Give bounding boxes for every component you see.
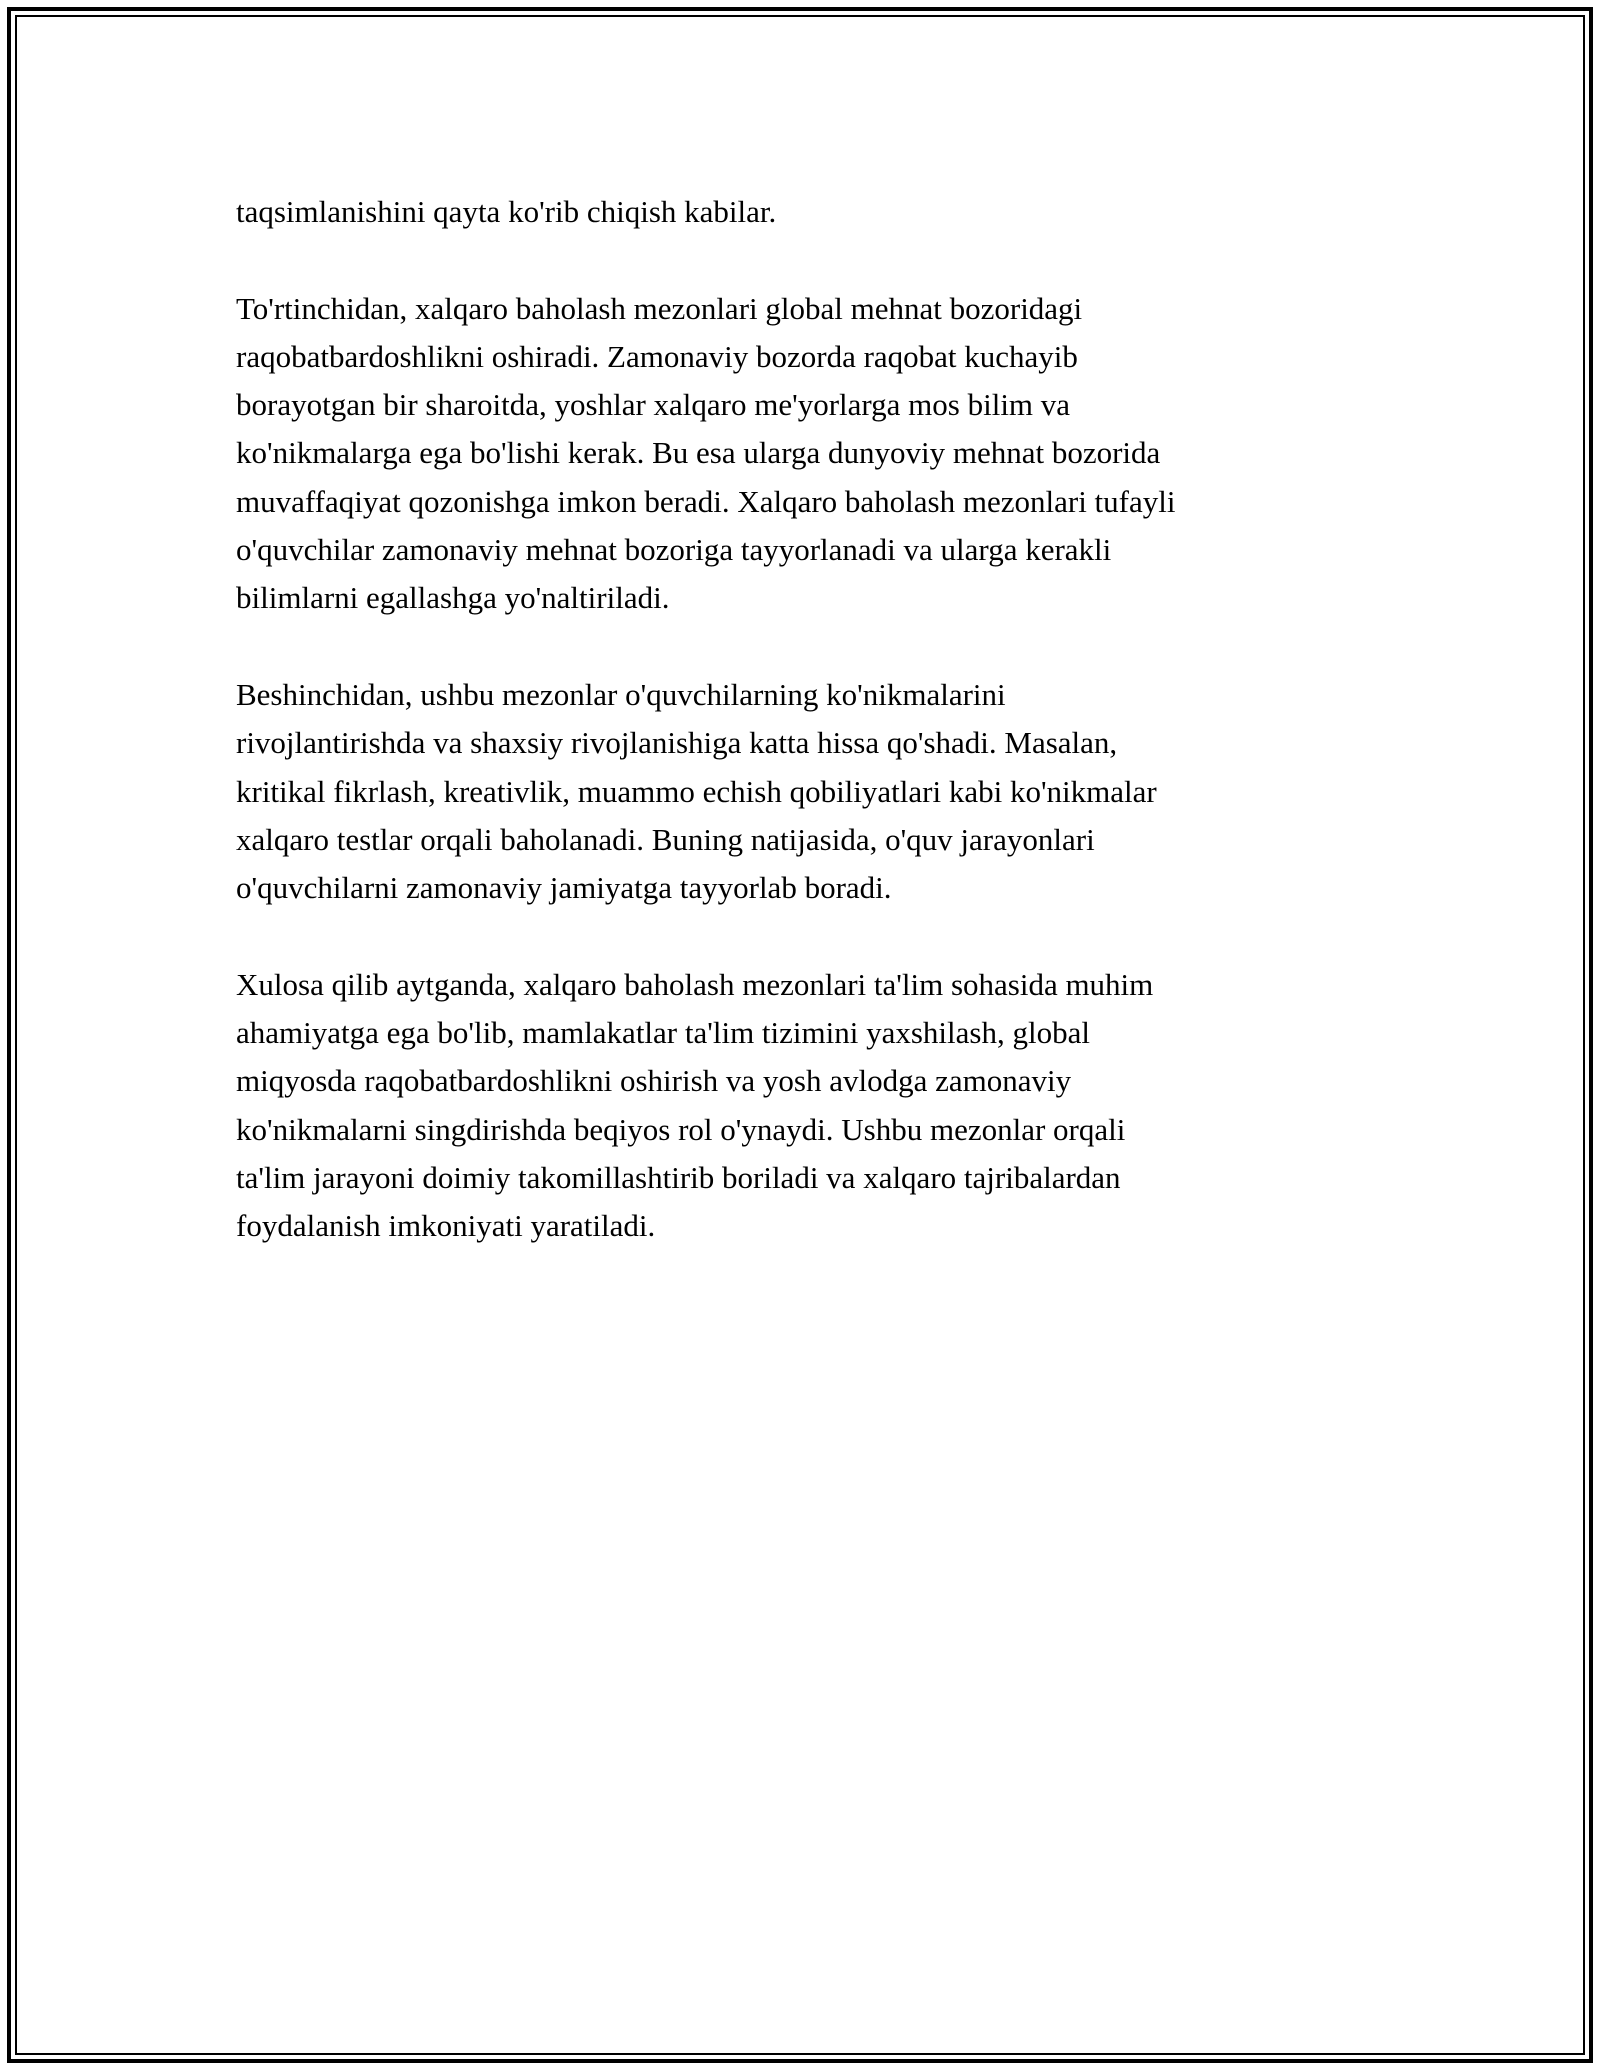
text-line: bilimlarni egallashga yo'naltiriladi. (236, 580, 670, 616)
text-line: ahamiyatga ega bo'lib, mamlakatlar ta'lim tizimini yaxshilash, global (236, 1015, 1090, 1051)
text-line: muvaffaqiyat qozonishga imkon beradi. Xalqaro baholash mezonlari tufayli (236, 483, 1176, 519)
text-line: taqsimlanishini qayta ko'rib chiqish kabilar. (236, 194, 777, 229)
text-line: raqobatbardoshlikni oshiradi. Zamonaviy bozorda raqobat kuchayib (236, 338, 1078, 374)
text-line: o'quvchilarni zamonaviy jamiyatga tayyorlab boradi. (236, 870, 892, 906)
text-line: xalqaro testlar orqali baholanadi. Buning natijasida, o'quv jarayonlari (236, 821, 1095, 857)
text-line: kritikal fikrlash, kreativlik, muammo echish qobiliyatlari kabi ko'nikmalar (236, 773, 1157, 809)
document-body (236, 188, 1366, 1299)
text-line: borayotgan bir sharoitda, yoshlar xalqaro me'yorlarga mos bilim va (236, 387, 1071, 423)
text-line: o'quvchilar zamonaviy mehnat bozoriga tayyorlanadi va ularga kerakli (236, 532, 1112, 568)
paragraph-2 (236, 285, 1366, 623)
text-line: ko'nikmalarni singdirishda beqiyos rol o'ynaydi. Ushbu mezonlar orqali (236, 1111, 1126, 1147)
paragraph-3 (236, 671, 1366, 912)
paragraph-1 (236, 188, 1366, 236)
text-line: To'rtinchidan, xalqaro baholash mezonlari global mehnat bozoridagi (236, 290, 1083, 326)
text-line: Beshinchidan, ushbu mezonlar o'quvchilarning ko'nikmalarini (236, 676, 1006, 712)
text-line: Xulosa qilib aytganda, xalqaro baholash mezonlari ta'lim sohasida muhim (236, 966, 1154, 1002)
text-line: ko'nikmalarga ega bo'lishi kerak. Bu esa ularga dunyoviy mehnat bozorida (236, 435, 1161, 471)
paragraph-4 (236, 961, 1366, 1251)
text-line: foydalanish imkoniyati yaratiladi. (236, 1208, 656, 1244)
text-line: rivojlantirishda va shaxsiy rivojlanishiga katta hissa qo'shadi. Masalan, (236, 725, 1118, 761)
text-line: ta'lim jarayoni doimiy takomillashtirib boriladi va xalqaro tajribalardan (236, 1159, 1121, 1195)
text-line: miqyosda raqobatbardoshlikni oshirish va yosh avlodga zamonaviy (236, 1063, 1072, 1099)
